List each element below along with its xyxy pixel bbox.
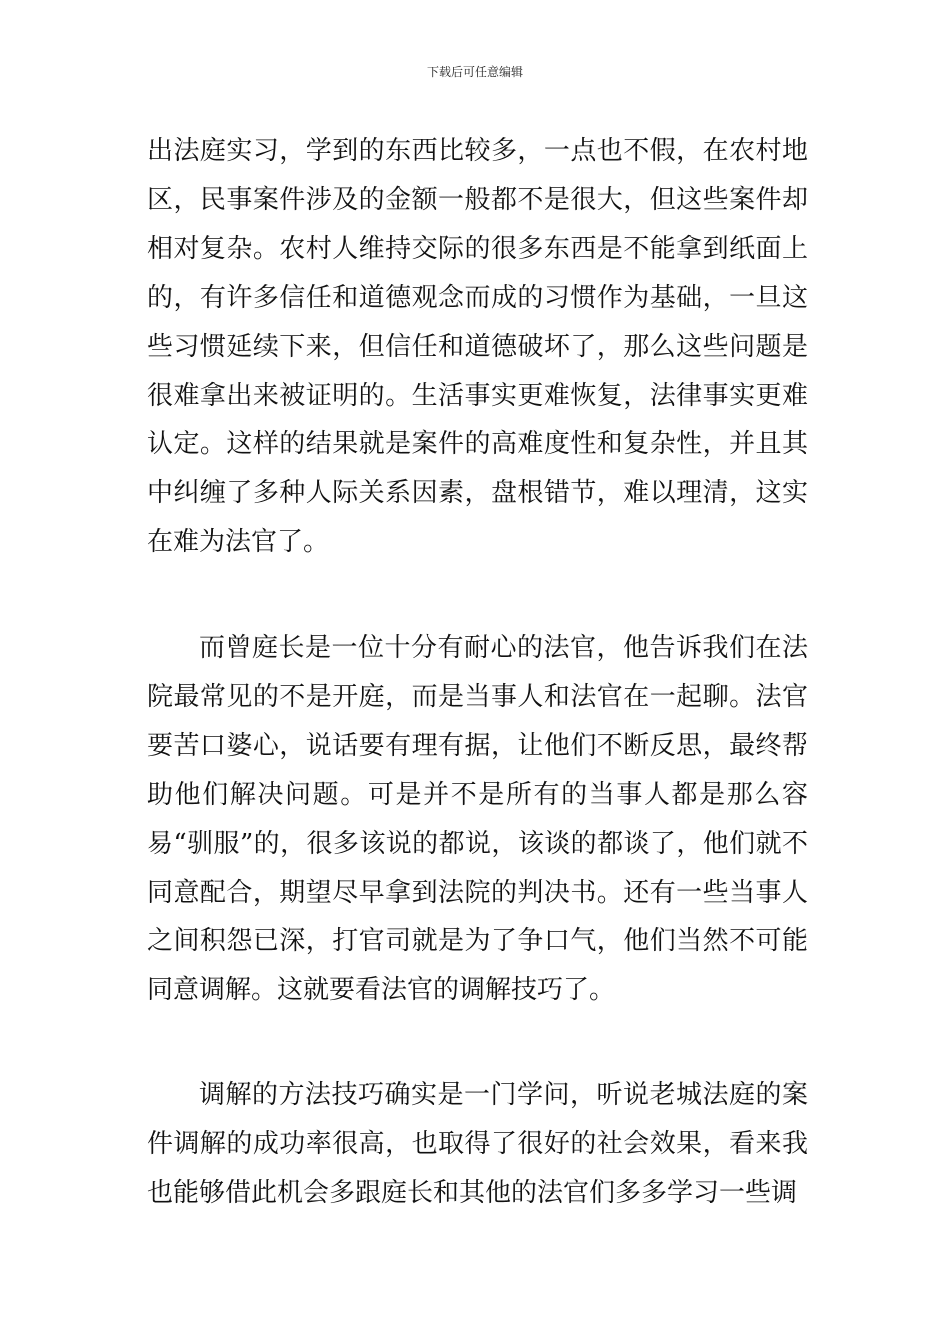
page-header: 下载后可任意编辑 [426,65,523,79]
body-paragraph-3: 调解的方法技巧确实是一门学问，听说老城法庭的案件调解的成功率很高，也取得了很好的社会效果，看来我也能够借此机会多跟庭长和其他的法官们多多学习一些调 [147,1080,808,1208]
body-paragraph-2: 而曾庭长是一位十分有耐心的法官，他告诉我们在法院最常见的不是开庭，而是当事人和法官在一起聊。法官要苦口婆心，说话要有理有据，让他们不断反思，最终帮助他们解决问题。可是并不是所有的当事人都是那么容易“驯服”的，很多该说的都说，该谈的都谈了，他们就不同意配合，期望尽早拿到法院的判决书。还有一些当事人之间积怨已深，打官司就是为了争口气，他们当然不可能同意调解。这就要看法官的调解技巧了。 [147,633,808,1006]
body-paragraph-1: 出法庭实习，学到的东西比较多，一点也不假，在农村地区，民事案件涉及的金额一般都不是很大，但这些案件却相对复杂。农村人维持交际的很多东西是不能拿到纸面上的，有许多信任和道德观念而成的习惯作为基础，一旦这些习惯延续下来，但信任和道德破坏了，那么这些问题是很难拿出来被证明的。生活事实更难恢复，法律事实更难认定。这样的结果就是案件的高难度性和复杂性，并且其中纠缠了多种人际关系因素，盘根错节，难以理清，这实在难为法官了。 [147,136,808,558]
